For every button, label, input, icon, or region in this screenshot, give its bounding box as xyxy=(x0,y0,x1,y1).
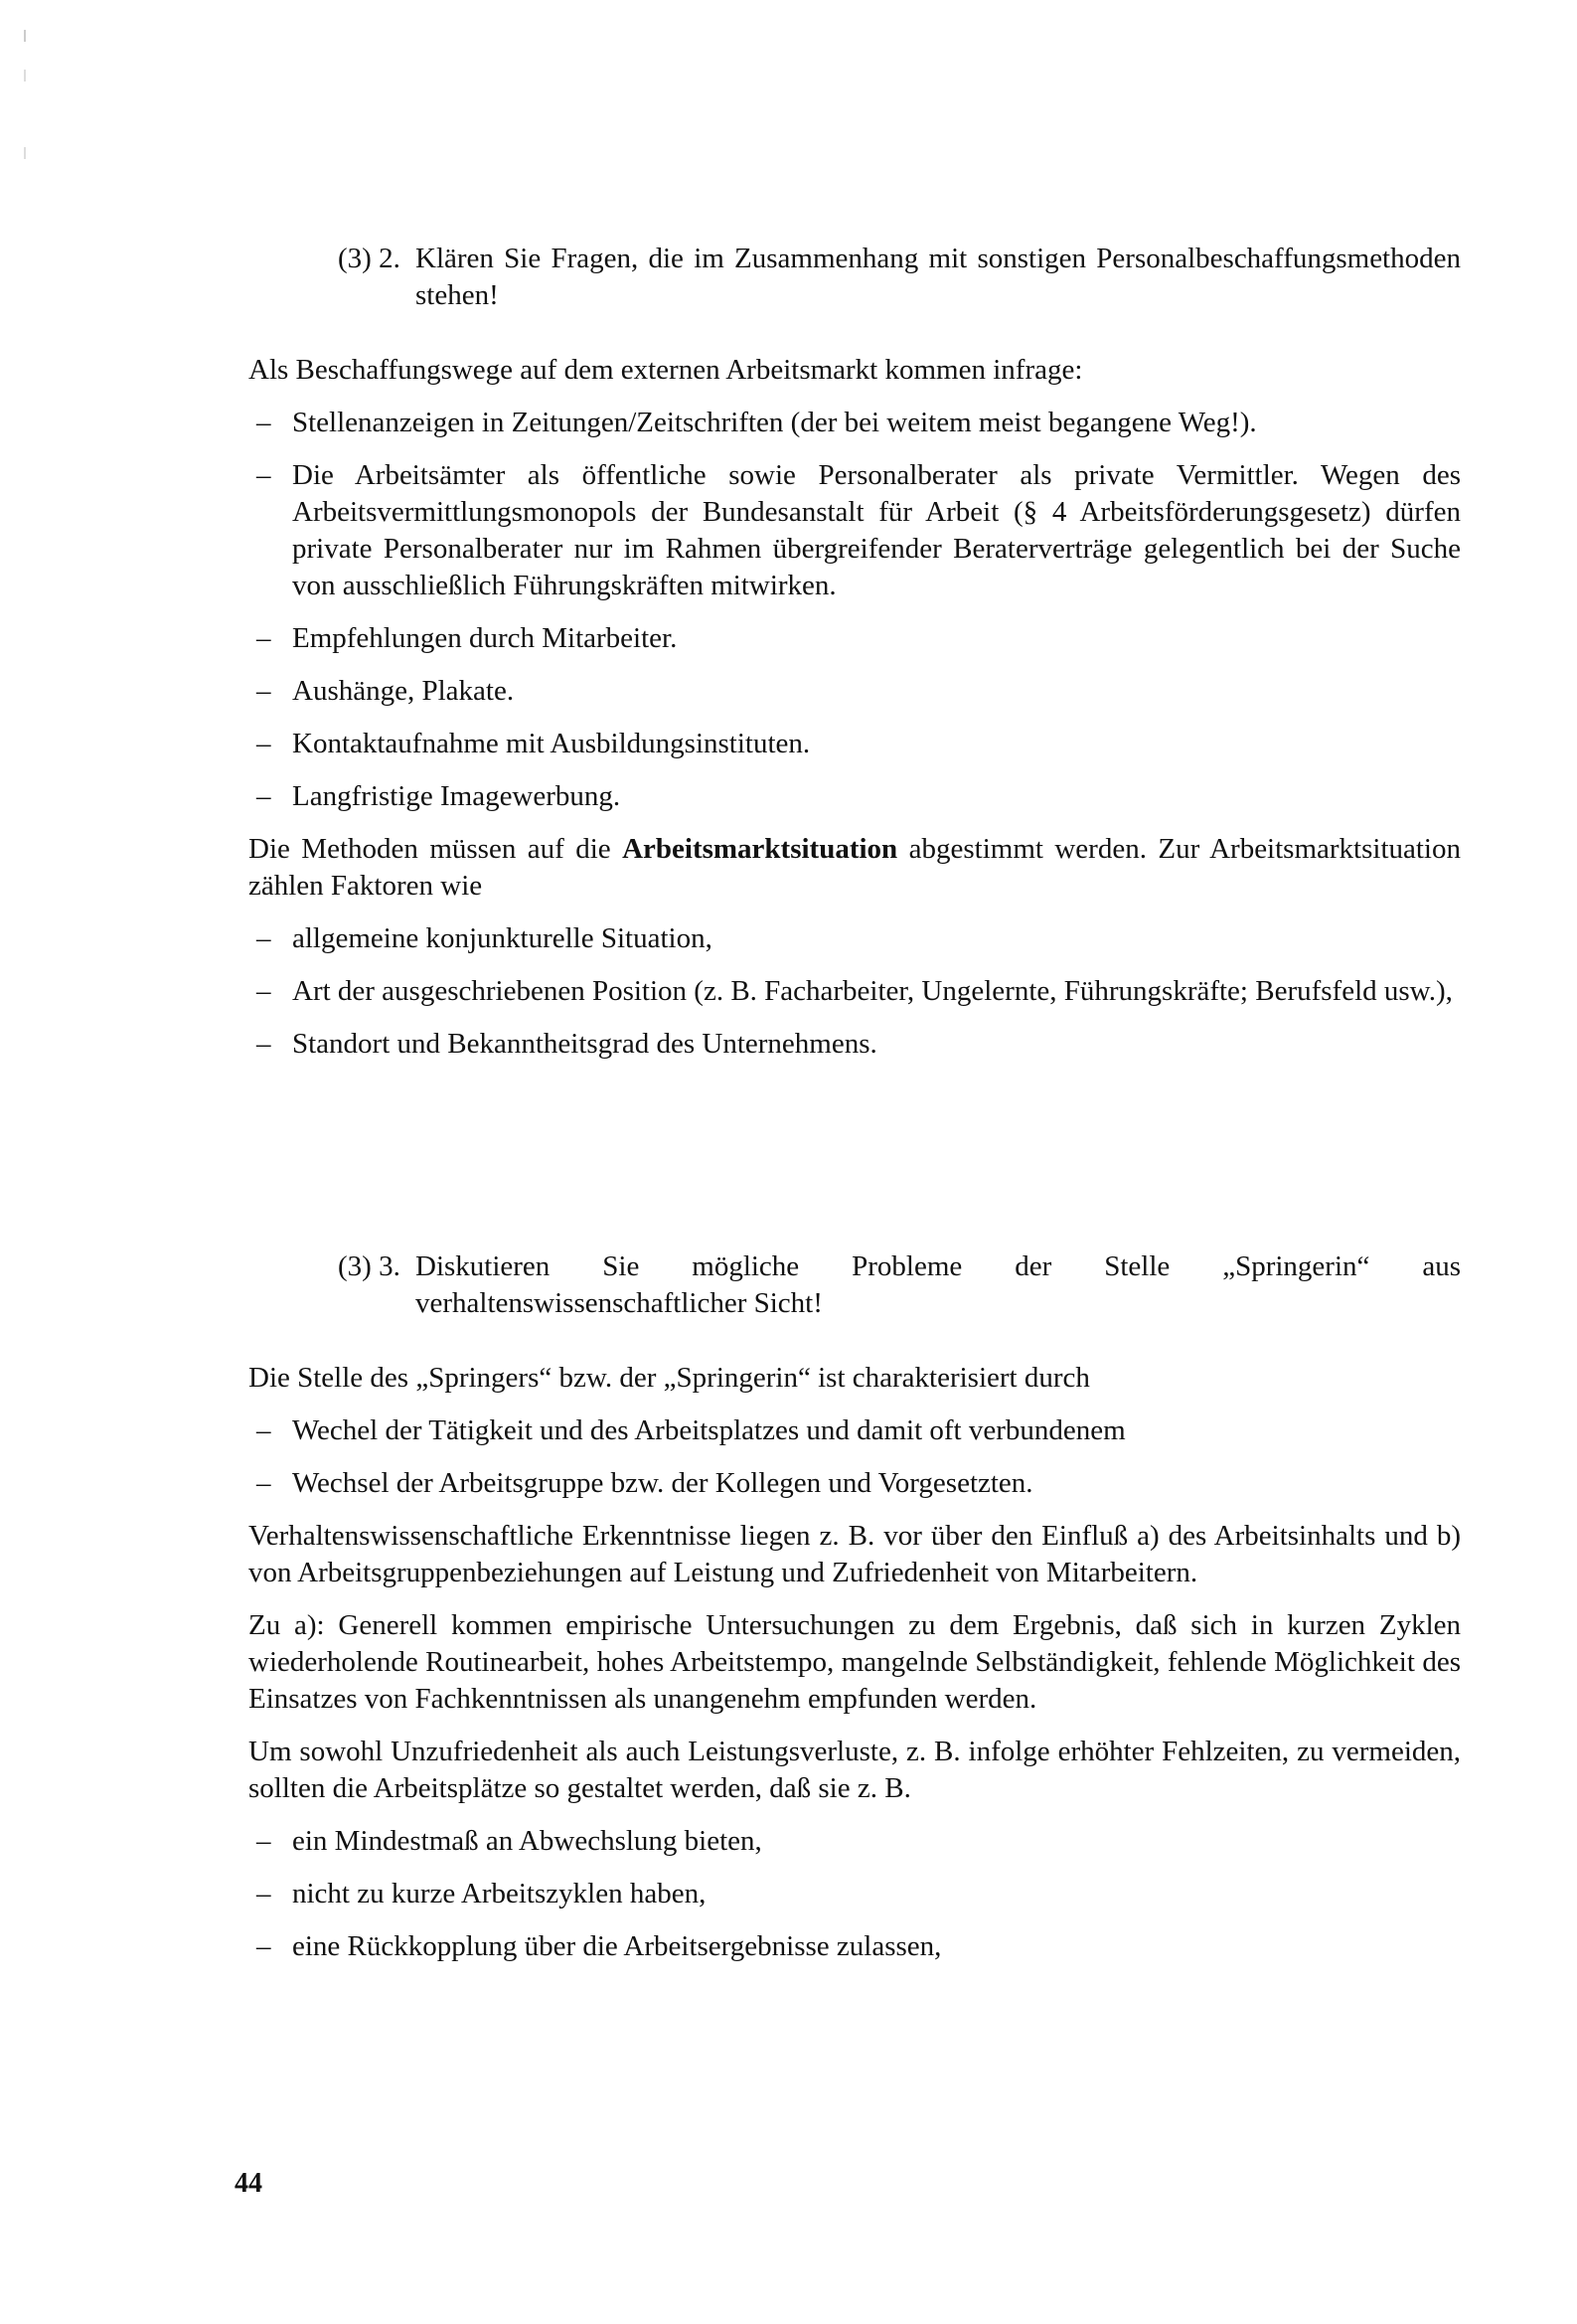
recruitment-channel-list xyxy=(248,405,1461,815)
list-item: – nicht zu kurze Arbeitszyklen haben, xyxy=(248,1876,1461,1912)
list-item: – Kontaktaufnahme mit Ausbildungsinstituten. xyxy=(248,726,1461,762)
list-item: – Stellenanzeigen in Zeitungen/Zeitschriften (der bei weitem meist begangene Weg!). xyxy=(248,405,1461,441)
list-item: – Empfehlungen durch Mitarbeiter. xyxy=(248,620,1461,657)
list-item: – eine Rückkopplung über die Arbeitsergebnisse zulassen, xyxy=(248,1928,1461,1965)
intro-paragraph: Als Beschaffungswege auf dem externen Arbeitsmarkt kommen infrage: xyxy=(248,354,1083,386)
dash-bullet: – xyxy=(256,675,271,707)
page-number: 44 xyxy=(235,2168,262,2199)
list-item: – allgemeine konjunkturelle Situation, xyxy=(248,920,1461,957)
scan-margin-mark xyxy=(22,20,28,169)
section-springerin xyxy=(248,1248,1461,1965)
list-item: – ein Mindestmaß an Abwechslung bieten, xyxy=(248,1823,1461,1860)
list-item: – Wechsel der Arbeitsgruppe bzw. der Kollegen und Vorgesetzten. xyxy=(248,1465,1461,1502)
section-personnel-methods xyxy=(248,241,1461,1063)
dash-bullet: – xyxy=(256,728,271,759)
question-number: (3) 2. xyxy=(338,243,400,274)
dash-bullet: – xyxy=(256,459,271,491)
dash-bullet: – xyxy=(256,1878,271,1909)
list-item: – Langfristige Imagewerbung. xyxy=(248,778,1461,815)
question-text: Diskutieren Sie mögliche Probleme der Stelle „Springerin“ aus verhaltenswissenschaftlicher Sicht! xyxy=(415,1250,1461,1319)
zu-a-paragraph: Zu a): Generell kommen empirische Untersuchungen zu dem Ergebnis, daß sich in kurzen Zyklen wiederholende Routinearbeit, hohes Arbeitstempo, mangelnde Selbständigkeit, fehlende Möglichkeit des Einsatzes von Fachkenntnissen als unangenehm empfunden werden. xyxy=(248,1609,1461,1715)
dash-bullet: – xyxy=(256,975,271,1007)
question-number: (3) 3. xyxy=(338,1250,400,1282)
dash-bullet: – xyxy=(256,407,271,438)
methods-paragraph: Die Methoden müssen auf die Arbeitsmarktsituation abgestimmt werden. Zur Arbeitsmarktsituation zählen Faktoren wie xyxy=(248,833,1461,902)
list-item: – Aushänge, Plakate. xyxy=(248,673,1461,710)
workplace-requirements-list xyxy=(248,1823,1461,1965)
list-item: – Standort und Bekanntheitsgrad des Unternehmens. xyxy=(248,1026,1461,1063)
dash-bullet: – xyxy=(256,622,271,654)
dash-bullet: – xyxy=(256,1825,271,1857)
dash-bullet: – xyxy=(256,1414,271,1446)
list-item: – Die Arbeitsämter als öffentliche sowie Personalberater als private Vermittler. Wegen des Arbeitsvermittlungsmonopols der Bundesanstalt für Arbeit (§ 4 Arbeitsförderungsgesetz) dürfen private Personalberater nur im Rahmen übergreifender Beraterverträge gelegentlich bei der Suche von ausschließlich Führungskräften mitwirken. xyxy=(256,459,1461,601)
dash-bullet: – xyxy=(256,1930,271,1962)
question-text: Klären Sie Fragen, die im Zusammenhang mit sonstigen Personalbeschaffungsmethoden stehen! xyxy=(415,243,1461,311)
workplace-design-paragraph: Um sowohl Unzufriedenheit als auch Leistungsverluste, z. B. infolge erhöhter Fehlzeiten, zu vermeiden, sollten die Arbeitsplätze so gestaltet werden, daß sie z. B. xyxy=(248,1736,1461,1804)
market-factor-list xyxy=(248,920,1461,1063)
dash-bullet: – xyxy=(256,1467,271,1499)
characteristics-list xyxy=(248,1412,1461,1502)
scan-artifact-icon xyxy=(22,20,28,169)
dash-bullet: – xyxy=(256,1028,271,1060)
list-item: – Art der ausgeschriebenen Position (z. B. Facharbeiter, Ungelernte, Führungskräfte; Berufsfeld usw.), xyxy=(248,973,1461,1010)
findings-paragraph: Verhaltenswissenschaftliche Erkenntnisse liegen z. B. vor über den Einfluß a) des Arbeitsinhalts und b) von Arbeitsgruppenbeziehungen auf Leistung und Zufriedenheit von Mitarbeitern. xyxy=(248,1520,1461,1588)
dash-bullet: – xyxy=(256,780,271,812)
intro-paragraph: Die Stelle des „Springers“ bzw. der „Springerin“ ist charakterisiert durch xyxy=(248,1362,1090,1394)
question-3 xyxy=(248,1248,1461,1322)
dash-bullet: – xyxy=(256,922,271,954)
list-item: – Wechel der Tätigkeit und des Arbeitsplatzes und damit oft verbundenem xyxy=(248,1412,1461,1449)
bold-term: Arbeitsmarktsituation xyxy=(622,833,898,865)
question-2 xyxy=(248,241,1461,314)
